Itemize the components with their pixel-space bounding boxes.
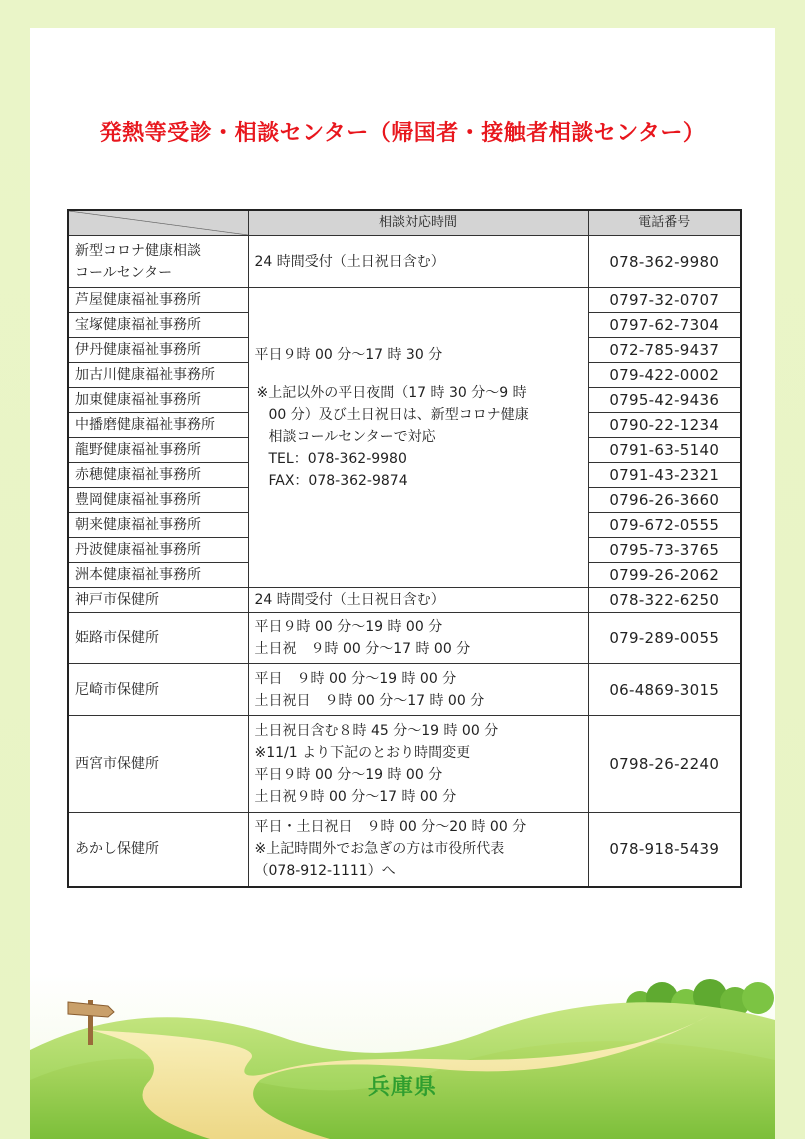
header-phone: 電話番号 <box>588 210 741 236</box>
row-hours-line: （078-912-1111）へ <box>254 863 396 880</box>
row-phone: 078-322-6250 <box>588 588 741 613</box>
row-name <box>68 236 248 288</box>
table-row <box>68 236 741 288</box>
row-name: 洲本健康福祉事務所 <box>68 563 248 588</box>
row-phone: 0791-63-5140 <box>588 438 741 463</box>
row-name: 龍野健康福祉事務所 <box>68 438 248 463</box>
office-hours-cell <box>248 288 588 588</box>
row-name-line: 新型コロナ健康相談 <box>75 242 201 259</box>
landscape-illustration <box>30 960 775 1139</box>
row-name: 中播磨健康福祉事務所 <box>68 413 248 438</box>
row-hours <box>248 613 588 664</box>
office-hours-note-line: ※上記以外の平日夜間（17 時 30 分～9 時 <box>256 384 527 401</box>
row-hours <box>248 813 588 887</box>
office-hours-tel: TEL：078-362-9980 <box>268 450 407 467</box>
row-name: 芦屋健康福祉事務所 <box>68 288 248 313</box>
row-name-line: コールセンター <box>75 264 173 281</box>
table-row <box>68 288 741 313</box>
office-hours-weekday: 平日９時 00 分～17 時 30 分 <box>254 346 443 363</box>
row-name: 豊岡健康福祉事務所 <box>68 488 248 513</box>
row-phone: 0797-62-7304 <box>588 313 741 338</box>
prefecture-name: 兵庫県 <box>367 1075 437 1100</box>
row-name: 宝塚健康福祉事務所 <box>68 313 248 338</box>
row-phone: 0791-43-2321 <box>588 463 741 488</box>
row-phone: 078-918-5439 <box>588 813 741 887</box>
row-hours <box>248 716 588 813</box>
table-row <box>68 664 741 716</box>
row-phone: 078-362-9980 <box>588 236 741 288</box>
office-hours-fax: FAX：078-362-9874 <box>268 472 408 489</box>
row-hours-line: 土日祝日含む８時 45 分～19 時 00 分 <box>254 723 499 739</box>
row-phone: 072-785-9437 <box>588 338 741 363</box>
row-name: 加古川健康福祉事務所 <box>68 363 248 388</box>
row-phone: 0799-26-2062 <box>588 563 741 588</box>
row-phone: 0795-73-3765 <box>588 538 741 563</box>
row-hours-line: 平日９時 00 分～19 時 00 分 <box>254 767 443 783</box>
office-hours-note-line: 00 分）及び土日祝日は、新型コロナ健康 <box>268 406 529 423</box>
consultation-center-table <box>67 209 742 888</box>
row-phone: 0790-22-1234 <box>588 413 741 438</box>
table-header-row <box>68 210 741 236</box>
header-corner-cell <box>68 210 248 236</box>
row-hours: 24 時間受付（土日祝日含む） <box>248 588 588 613</box>
row-name: 伊丹健康福祉事務所 <box>68 338 248 363</box>
table-row <box>68 613 741 664</box>
office-hours-note <box>255 382 582 492</box>
row-name: 尼崎市保健所 <box>68 664 248 716</box>
row-hours <box>248 664 588 716</box>
row-name: 朝来健康福祉事務所 <box>68 513 248 538</box>
row-hours-line: 平日・土日祝日 ９時 00 分～20 時 00 分 <box>254 819 527 836</box>
row-hours-line: 平日 ９時 00 分～19 時 00 分 <box>254 670 457 687</box>
row-phone: 0798-26-2240 <box>588 716 741 813</box>
row-phone: 0795-42-9436 <box>588 388 741 413</box>
page-title: 発熱等受診・相談センター（帰国者・接触者相談センター） <box>99 121 706 146</box>
row-hours: 24 時間受付（土日祝日含む） <box>248 236 588 288</box>
row-hours-line: 平日９時 00 分～19 時 00 分 <box>254 619 443 635</box>
row-hours-line: 土日祝９時 00 分～17 時 00 分 <box>254 789 457 805</box>
table-row <box>68 716 741 813</box>
row-phone: 079-422-0002 <box>588 363 741 388</box>
row-phone: 079-672-0555 <box>588 513 741 538</box>
row-hours-line: ※11/1 より下記のとおり時間変更 <box>254 745 471 761</box>
row-name: 加東健康福祉事務所 <box>68 388 248 413</box>
row-hours-line: ※上記時間外でお急ぎの方は市役所代表 <box>254 841 505 858</box>
table-row <box>68 813 741 887</box>
row-phone: 079-289-0055 <box>588 613 741 664</box>
row-phone: 0797-32-0707 <box>588 288 741 313</box>
row-name: 丹波健康福祉事務所 <box>68 538 248 563</box>
row-hours-line: 土日祝日 ９時 00 分～17 時 00 分 <box>254 692 485 709</box>
row-hours-line: 土日祝 ９時 00 分～17 時 00 分 <box>254 641 471 657</box>
row-phone: 06-4869-3015 <box>588 664 741 716</box>
row-phone: 0796-26-3660 <box>588 488 741 513</box>
row-name: 姫路市保健所 <box>68 613 248 664</box>
row-name: 赤穂健康福祉事務所 <box>68 463 248 488</box>
row-name: 神戸市保健所 <box>68 588 248 613</box>
row-name: あかし保健所 <box>68 813 248 887</box>
row-name: 西宮市保健所 <box>68 716 248 813</box>
table-row <box>68 588 741 613</box>
office-hours-note-line: 相談コールセンターで対応 <box>268 428 436 445</box>
header-hours: 相談対応時間 <box>248 210 588 236</box>
